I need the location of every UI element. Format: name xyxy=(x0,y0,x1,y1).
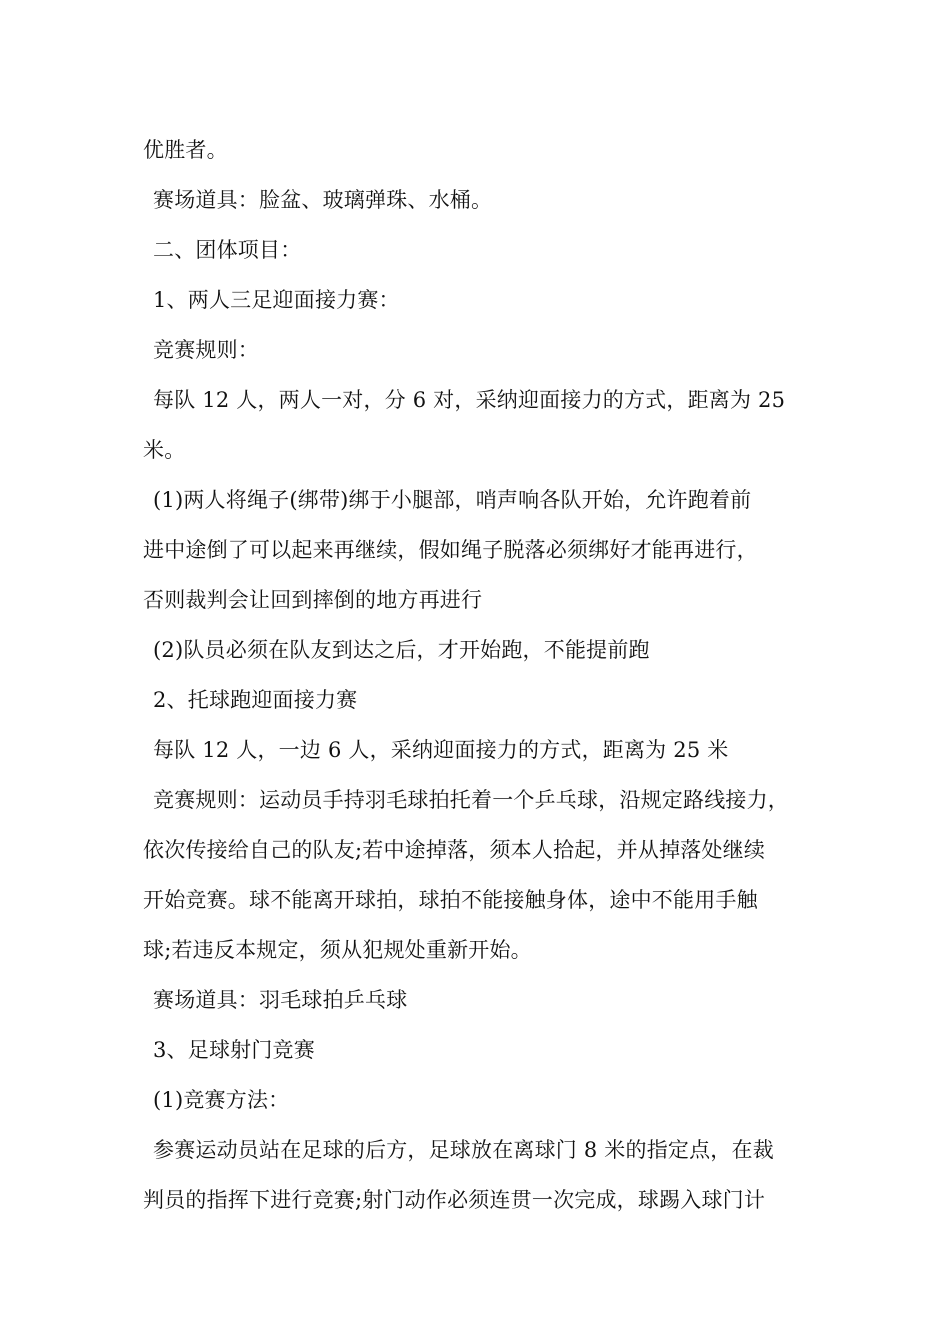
text-line: (1)竞赛方法： xyxy=(153,1088,290,1112)
text-line: 否则裁判会让回到摔倒的地方再进行 xyxy=(143,588,483,612)
text-line: 每队 12 人，一边 6 人，采纳迎面接力的方式，距离为 25 米 xyxy=(153,738,729,762)
text-line: 判员的指挥下进行竞赛;射门动作必须连贯一次完成，球踢入球门计 xyxy=(143,1188,766,1212)
text-line: 赛场道具：羽毛球拍乒乓球 xyxy=(153,988,408,1012)
text-line: 赛场道具：脸盆、玻璃弹珠、水桶。 xyxy=(153,188,493,212)
text-line: 米。 xyxy=(143,438,186,462)
text-line: 竞赛规则：运动员手持羽毛球拍托着一个乒乓球，沿规定路线接力， xyxy=(153,788,789,812)
text-line: 竞赛规则： xyxy=(153,338,259,362)
text-line: 每队 12 人，两人一对，分 6 对，采纳迎面接力的方式，距离为 25 xyxy=(153,388,786,412)
text-line: (1)两人将绳子(绑带)绑于小腿部，哨声响各队开始，允许跑着前 xyxy=(153,488,752,512)
text-line: 进中途倒了可以起来再继续，假如绳子脱落必须绑好才能再进行， xyxy=(143,538,758,562)
text-line: 参赛运动员站在足球的后方，足球放在离球门 8 米的指定点，在裁 xyxy=(153,1138,774,1162)
text-line: 开始竞赛。球不能离开球拍，球拍不能接触身体，途中不能用手触 xyxy=(143,888,758,912)
text-line: (2)队员必须在队友到达之后，才开始跑，不能提前跑 xyxy=(153,638,650,662)
text-line: 依次传接给自己的队友;若中途掉落，须本人拾起，并从掉落处继续 xyxy=(143,838,766,862)
text-line: 球;若违反本规定，须从犯规处重新开始。 xyxy=(143,938,532,962)
item-heading: 2、托球跑迎面接力赛 xyxy=(153,688,358,712)
section-heading: 二、团体项目： xyxy=(153,238,302,262)
item-heading: 1、两人三足迎面接力赛： xyxy=(153,288,400,312)
item-heading: 3、足球射门竞赛 xyxy=(153,1038,315,1062)
text-line: 优胜者。 xyxy=(143,138,228,162)
